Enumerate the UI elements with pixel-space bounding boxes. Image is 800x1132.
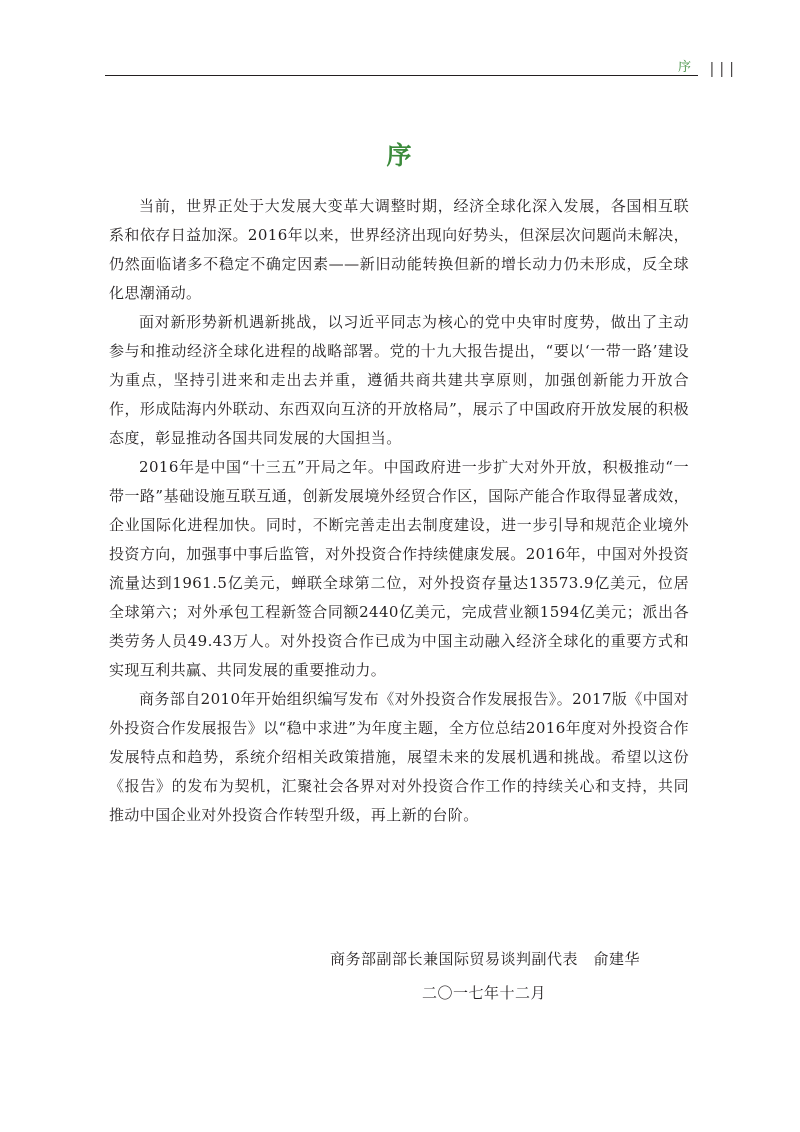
paragraph-1: 当前，世界正处于大发展大变革大调整时期，经济全球化深入发展，各国相互联系和依存日益加深。2016年以来，世界经济出现向好势头，但深层次问题尚未解决，仍然面临诸多不稳定不确定因素——新旧动能转换但新的增长动力仍未形成，反全球化思潮涌动。 bbox=[109, 197, 689, 302]
header-rule bbox=[105, 75, 698, 76]
paragraph-4: 商务部自2010年开始组织编写发布《对外投资合作发展报告》。2017版《中国对外投资合作发展报告》以“稳中求进”为年度主题，全方位总结2016年度对外投资合作发展特点和趋势，系统介绍相关政策措施，展望未来的发展机遇和挑战。希望以这份《报告》的发布为契机，汇聚社会各界对对外投资合作工作的持续关心和支持，共同推动中国企业对外投资合作转型升级，再上新的台阶。 bbox=[109, 690, 689, 824]
signature-date: 二〇一七年十二月 bbox=[422, 984, 547, 1002]
body-text bbox=[109, 192, 689, 830]
signature: 商务部副部长兼国际贸易谈判副代表 俞建华 bbox=[330, 950, 641, 968]
page-number: III bbox=[709, 58, 739, 82]
paragraph-3: 2016年是中国“十三五”开局之年。中国政府进一步扩大对外开放，积极推动“一带一路”基础设施互联互通，创新发展境外经贸合作区，国际产能合作取得显著成效，企业国际化进程加快。同时，不断完善走出去制度建设，进一步引导和规范企业境外投资方向，加强事中事后监管，对外投资合作持续健康发展。2016年，中国对外投资流量达到1961.5亿美元，蝉联全球第二位，对外投资存量达13573.9亿美元，位居全球第六；对外承包工程新签合同额2440亿美元，完成营业额1594亿美元；派出各类劳务人员49.43万人。对外投资合作已成为中国主动融入经济全球化的重要方式和实现互利共赢、共同发展的重要推动力。 bbox=[109, 458, 689, 679]
running-header-label: 序 bbox=[678, 60, 692, 75]
paragraph-2: 面对新形势新机遇新挑战，以习近平同志为核心的党中央审时度势，做出了主动参与和推动经济全球化进程的战略部署。党的十九大报告提出，“要以‘一带一路’建设为重点，坚持引进来和走出去并重，遵循共商共建共享原则，加强创新能力开放合作，形成陆海内外联动、东西双向互济的开放格局”，展示了中国政府开放发展的积极态度，彰显推动各国共同发展的大国担当。 bbox=[109, 313, 689, 447]
page-title: 序 bbox=[386, 141, 414, 170]
